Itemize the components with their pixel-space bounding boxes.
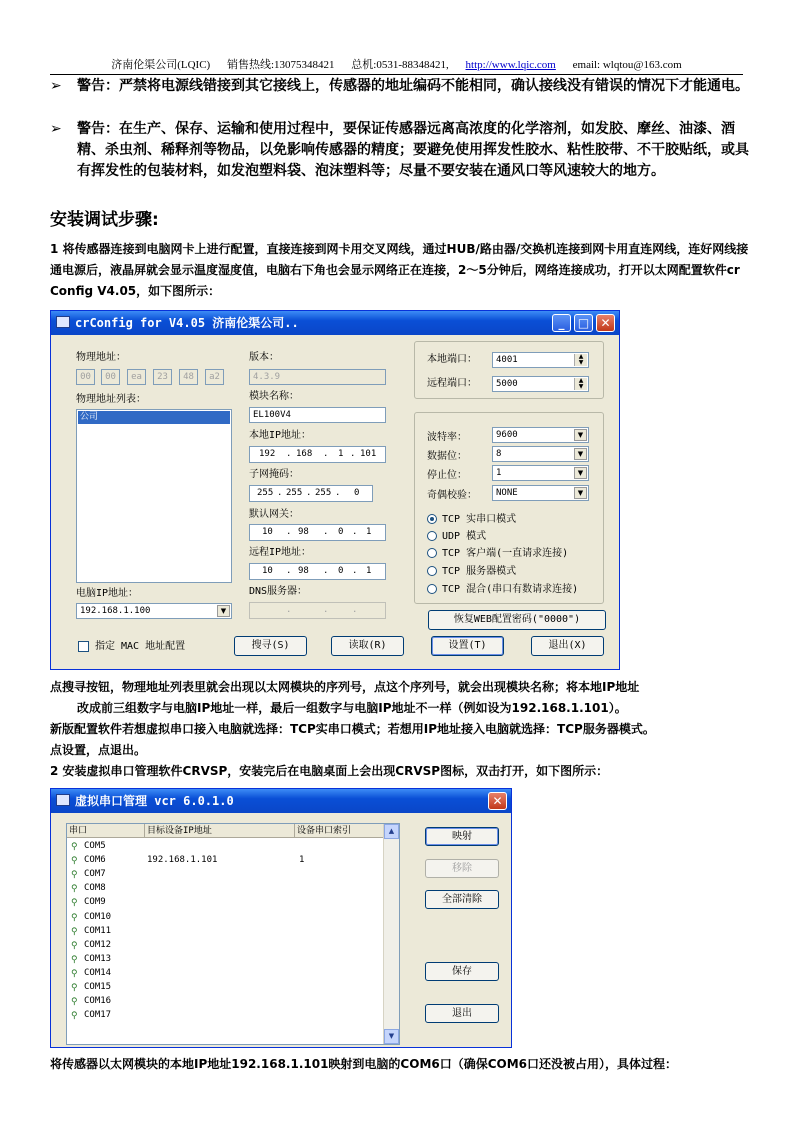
serial-port-icon: ⚲ <box>71 997 78 1008</box>
vsp-title: 虚拟串口管理 vcr 6.0.1.0 <box>75 794 234 808</box>
stopbits-value: 1 <box>496 468 502 478</box>
table-row[interactable] <box>67 839 385 853</box>
baud-value: 9600 <box>496 430 518 440</box>
page-header <box>0 58 793 72</box>
crconfig-titlebar[interactable] <box>51 311 619 335</box>
table-row[interactable] <box>67 867 385 881</box>
mode-udp-label: UDP 模式 <box>442 531 487 542</box>
port-cell: COM14 <box>84 967 112 978</box>
port-cell: COM7 <box>84 869 106 880</box>
mac-address-label: 物理地址： <box>76 352 126 363</box>
port-cell: COM11 <box>84 925 112 936</box>
port-cell: COM16 <box>84 996 112 1007</box>
local-port-field[interactable] <box>492 352 589 368</box>
table-row[interactable] <box>67 924 385 938</box>
serial-port-icon: ⚲ <box>71 1011 78 1022</box>
mode-tcp-client-label: TCP 客户端(一直请求连接) <box>442 548 569 559</box>
serial-port-icon: ⚲ <box>71 983 78 993</box>
dns-field[interactable] <box>249 602 386 619</box>
serial-port-icon: ⚲ <box>71 912 78 923</box>
header-main-line: 总机:0531-88348421, <box>351 59 449 71</box>
mode-tcp-server-label: TCP 服务器模式 <box>442 566 517 577</box>
table-row[interactable] <box>67 1008 385 1022</box>
instruction-line-2: 改成前三组数字与电脑IP地址一样，最后一组数字与电脑IP地址不一样（例如设为192.168.1.101）。 <box>77 701 627 715</box>
mac-list-label: 物理地址列表： <box>76 394 146 405</box>
chevron-down-icon[interactable]: ▼ <box>574 429 587 441</box>
subnet-field[interactable] <box>249 485 373 502</box>
table-row[interactable] <box>67 895 385 909</box>
table-row[interactable] <box>67 938 385 952</box>
ip-octet: 255 <box>257 488 274 498</box>
mode-tcp-real-serial-label: TCP 实串口模式 <box>442 514 517 525</box>
column-header-index[interactable]: 设备串口索引 <box>295 824 385 838</box>
version-label: 版本： <box>249 352 279 363</box>
dns-label: DNS服务器： <box>249 586 308 597</box>
ip-octet: 10 <box>262 566 273 576</box>
gateway-field[interactable] <box>249 524 386 541</box>
save-button[interactable]: 保存 <box>425 962 499 981</box>
databits-label: 数据位： <box>427 451 467 462</box>
bullet-arrow-icon: ➢ <box>50 121 62 137</box>
spinner-icon[interactable]: ▲ ▼ <box>574 378 587 390</box>
exit-button[interactable]: 退出(X) <box>531 636 604 656</box>
serial-port-icon: ⚲ <box>71 898 78 909</box>
ip-octet: 1 <box>366 566 372 576</box>
remote-port-label: 远程端口： <box>427 378 477 389</box>
local-port-label: 本地端口： <box>427 354 477 365</box>
mac-octet-6[interactable]: a2 <box>205 369 224 385</box>
ip-dot: . <box>352 566 358 576</box>
ip-dot: . <box>352 527 358 537</box>
port-cell: COM10 <box>84 911 112 922</box>
stopbits-label: 停止位： <box>427 470 467 481</box>
pc-ip-label: 电脑IP地址： <box>76 588 139 599</box>
version-field[interactable]: 4.3.9 <box>249 369 386 385</box>
baud-select[interactable] <box>492 427 589 443</box>
ip-octet: 1 <box>338 449 344 459</box>
ip-dot: . <box>323 449 329 459</box>
mode-tcp-mixed-label: TCP 混合(串口有数请求连接) <box>442 584 579 595</box>
pc-ip-select[interactable] <box>76 603 232 619</box>
ip-dot: . <box>306 488 312 498</box>
pc-ip-value: 192.168.1.100 <box>80 606 151 616</box>
ip-dot: . <box>323 527 329 537</box>
close-button[interactable]: ✕ <box>596 314 615 332</box>
port-cell: COM17 <box>84 1010 112 1021</box>
instruction-line-3: 新版配置软件若想虚拟串口接入电脑就选择：TCP实串口模式；若想用IP地址接入电脑就选择：TCP服务器模式。 <box>50 722 655 736</box>
mac-octet-5[interactable]: 48 <box>179 369 198 385</box>
port-cell: COM5 <box>84 841 106 851</box>
ip-octet: 255 <box>286 488 303 498</box>
mac-address-list[interactable] <box>76 409 232 583</box>
set-button[interactable]: 设置(T) <box>431 636 504 656</box>
column-header-target-ip[interactable]: 目标设备IP地址 <box>145 824 295 838</box>
local-port-value: 4001 <box>496 355 518 365</box>
mac-octet-2[interactable]: 00 <box>101 369 120 385</box>
module-name-label: 模块名称： <box>249 391 299 402</box>
databits-value: 8 <box>496 449 502 459</box>
ip-dot: . <box>286 605 292 615</box>
column-header-port[interactable]: 串口 <box>67 824 145 838</box>
databits-select[interactable] <box>492 446 589 462</box>
ip-dot: . <box>352 605 358 615</box>
port-cell: COM8 <box>84 883 106 894</box>
mode-tcp-server-radio[interactable] <box>427 566 437 576</box>
remote-port-field[interactable] <box>492 376 589 392</box>
remove-button[interactable]: 移除 <box>425 859 499 878</box>
warning-1-text: 警告：严禁将电源线错接到其它接线上，传感器的地址编码不能相同，确认接线没有错误的情况下才能通电。 <box>77 78 749 94</box>
gateway-label: 默认网关： <box>249 509 299 520</box>
read-button[interactable]: 读取(R) <box>331 636 404 656</box>
chevron-down-icon[interactable]: ▼ <box>574 467 587 479</box>
port-cell: COM13 <box>84 953 112 964</box>
header-rule <box>50 74 743 75</box>
serial-port-icon: ⚲ <box>71 968 78 979</box>
mac-octet-3[interactable]: ea <box>127 369 146 385</box>
step1-text: 1 将传感器连接到电脑网卡上进行配置，直接连接到网卡用交叉网线，通过HUB/路由器/交换机连接到网卡用直连网线，连好网线接通电源后，液晶屏就会显示温度湿度值，电脑右下角也会显示网络正在连接，2～5分钟后，网络连接成功，打开以太网配置软件cr Config V4.05，如下图所示： <box>50 242 749 298</box>
final-instruction: 将传感器以太网模块的本地IP地址192.168.1.101映射到电脑的COM6口（确保COM6口还没被占用），具体过程： <box>50 1057 678 1071</box>
vsp-window <box>50 788 512 1048</box>
ip-dot: . <box>350 449 356 459</box>
target-ip-cell: 192.168.1.101 <box>147 855 218 866</box>
parity-value: NONE <box>496 488 518 498</box>
header-email: email: wlqtou@163.com <box>572 59 682 71</box>
close-button[interactable]: ✕ <box>488 792 507 810</box>
mac-list-item[interactable]: 公司 <box>78 411 230 424</box>
ip-octet: 0 <box>338 527 344 537</box>
mac-octet-1[interactable]: 00 <box>76 369 95 385</box>
index-cell: 1 <box>299 855 305 866</box>
table-row[interactable] <box>67 853 385 867</box>
table-row[interactable] <box>67 994 385 1008</box>
warning-2-text: 警告：在生产、保存、运输和使用过程中，要保证传感器远离高浓度的化学溶剂，如发胶、摩丝、油漆、酒精、杀虫剂、稀释剂等物品，以免影响传感器的精度；要避免使用挥发性胶水、粘性胶带、不干胶贴纸，或具有挥发性的包装材料，如发泡塑料袋、泡沫塑料等；尽量不要安装在通风口等风速较大的地方。 <box>77 121 749 179</box>
ip-dot: . <box>335 488 341 498</box>
table-row[interactable] <box>67 966 385 980</box>
ip-octet: 101 <box>360 449 377 459</box>
warning-1 <box>50 76 750 97</box>
instruction-line-1: 点搜寻按钮，物理地址列表里就会出现以太网模块的序列号，点这个序列号，就会出现模块名称；将本地IP地址 <box>50 680 640 694</box>
ip-dot: . <box>286 566 292 576</box>
port-cell: COM6 <box>84 855 106 866</box>
chevron-down-icon[interactable]: ▼ <box>574 487 587 499</box>
bullet-arrow-icon: ➢ <box>50 78 62 94</box>
table-row[interactable] <box>67 952 385 966</box>
header-website-link[interactable]: http://www.lqic.com <box>465 59 556 71</box>
specify-mac-label: 指定 MAC 地址配置 <box>95 641 186 652</box>
remote-ip-field[interactable] <box>249 563 386 580</box>
ip-octet: 255 <box>315 488 332 498</box>
parity-label: 奇偶校验： <box>427 490 477 501</box>
instruction-line-4: 点设置，点退出。 <box>50 743 147 757</box>
ip-octet: 0 <box>338 566 344 576</box>
scroll-up-icon[interactable]: ▲ <box>384 824 399 839</box>
serial-port-icon: ⚲ <box>71 870 78 881</box>
ip-dot: . <box>323 566 329 576</box>
baud-label: 波特率： <box>427 432 467 443</box>
ip-octet: 168 <box>296 449 313 459</box>
header-hotline: 销售热线:13075348421 <box>226 59 335 71</box>
search-button[interactable]: 搜寻(S) <box>234 636 307 656</box>
mode-tcp-client-radio[interactable] <box>427 548 437 558</box>
serial-port-icon: ⚲ <box>71 926 78 937</box>
crconfig-window <box>50 310 620 670</box>
maximize-button[interactable]: □ <box>574 314 593 332</box>
ip-dot: . <box>286 527 292 537</box>
table-scrollbar[interactable] <box>383 824 399 1044</box>
step2-text: 2 安装虚拟串口管理软件CRVSP，安装完后在电脑桌面上会出现CRVSP图标，双击打开，如下图所示： <box>50 764 609 778</box>
ip-octet: 192 <box>259 449 276 459</box>
crconfig-title: crConfig for V4.05 济南伦渠公司.. <box>75 316 299 330</box>
header-company: 济南伦渠公司(LQIC) <box>111 59 211 71</box>
section-title: 安装调试步骤: <box>50 210 159 230</box>
port-cell: COM9 <box>84 897 106 908</box>
serial-port-icon: ⚲ <box>71 954 78 965</box>
restore-web-password-button[interactable]: 恢复WEB配置密码("0000") <box>428 610 606 630</box>
app-icon <box>56 316 70 328</box>
map-button[interactable]: 映射 <box>425 827 499 846</box>
ip-dot: . <box>277 488 283 498</box>
mode-tcp-real-serial-radio[interactable] <box>427 514 437 524</box>
chevron-down-icon[interactable]: ▼ <box>217 605 230 617</box>
serial-port-icon: ⚲ <box>71 842 78 852</box>
mode-udp-radio[interactable] <box>427 531 437 541</box>
serial-port-icon: ⚲ <box>71 884 78 895</box>
remote-ip-label: 远程IP地址： <box>249 547 312 558</box>
exit-button[interactable]: 退出 <box>425 1004 499 1023</box>
port-cell: COM15 <box>84 982 112 992</box>
clear-all-button[interactable]: 全部清除 <box>425 890 499 909</box>
mode-tcp-mixed-radio[interactable] <box>427 584 437 594</box>
ip-octet: 10 <box>262 527 273 537</box>
serial-port-icon: ⚲ <box>71 940 78 951</box>
ip-octet: 1 <box>366 527 372 537</box>
table-row[interactable] <box>67 980 385 994</box>
app-icon <box>56 794 70 806</box>
ip-dot: . <box>286 449 292 459</box>
local-ip-field[interactable] <box>249 446 386 463</box>
chevron-down-icon[interactable]: ▼ <box>574 448 587 460</box>
table-row[interactable] <box>67 881 385 895</box>
remote-port-value: 5000 <box>496 379 518 389</box>
ip-octet: 98 <box>298 566 309 576</box>
serial-port-icon: ⚲ <box>71 856 78 867</box>
warning-2 <box>50 119 750 182</box>
vsp-titlebar[interactable] <box>51 789 511 813</box>
specify-mac-checkbox[interactable] <box>78 641 89 652</box>
mac-octet-4[interactable]: 23 <box>153 369 172 385</box>
scroll-down-icon[interactable]: ▼ <box>384 1029 399 1044</box>
parity-select[interactable] <box>492 485 589 501</box>
subnet-label: 子网掩码： <box>249 469 299 480</box>
ip-octet: 98 <box>298 527 309 537</box>
module-name-field[interactable]: EL100V4 <box>249 407 386 423</box>
table-row[interactable] <box>67 910 385 924</box>
ip-octet: 0 <box>354 488 360 498</box>
spinner-icon[interactable]: ▲ ▼ <box>574 354 587 366</box>
ip-dot: . <box>323 605 329 615</box>
port-mapping-table[interactable] <box>66 823 400 1045</box>
stopbits-select[interactable] <box>492 465 589 481</box>
minimize-button[interactable]: _ <box>552 314 571 332</box>
port-cell: COM12 <box>84 939 112 950</box>
local-ip-label: 本地IP地址： <box>249 430 312 441</box>
